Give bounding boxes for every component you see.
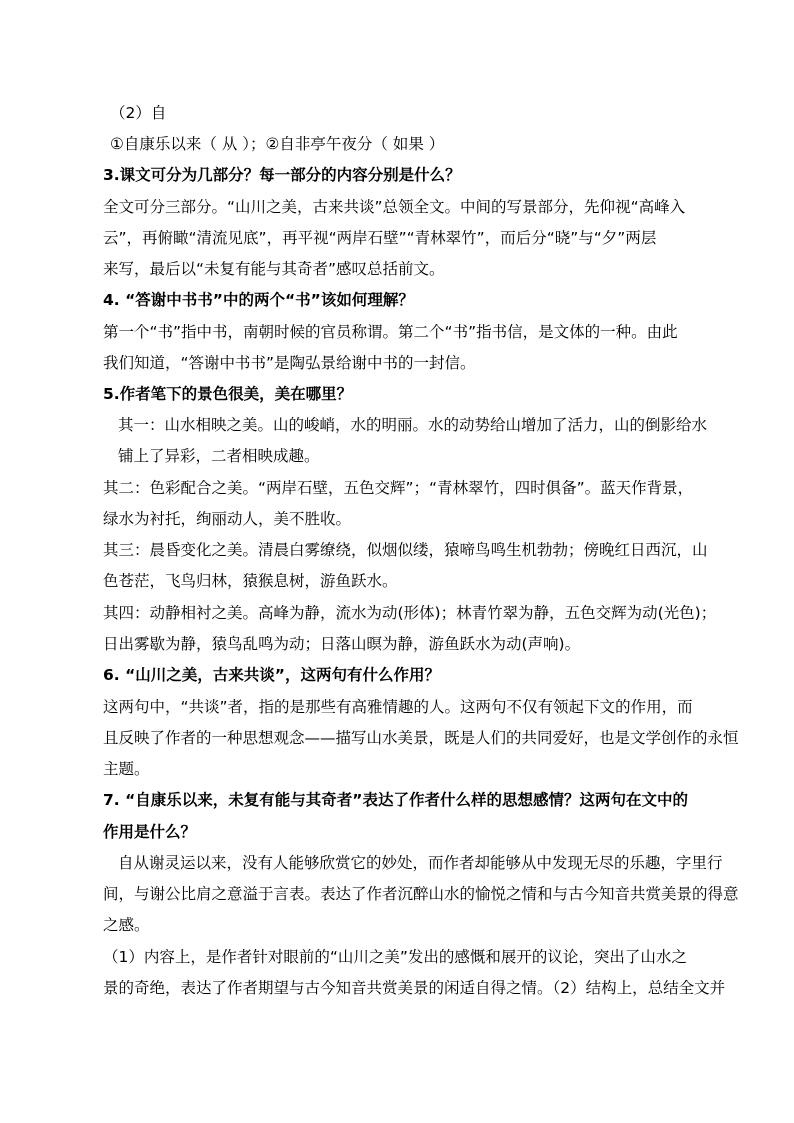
- paragraph-line: 色苍茫，飞鸟归林，猿猴息树，游鱼跃水。: [103, 572, 398, 590]
- question-heading: 4. “答谢中书书”中的两个“书”该如何理解？: [103, 291, 414, 309]
- question-heading: 3.课文可分为几部分？每一部分的内容分别是什么？: [103, 166, 461, 184]
- paragraph-line: （1）内容上，是作者针对眼前的“山川之美”发出的感慨和展开的议论，突出了山水之: [103, 948, 687, 966]
- paragraph-line: 景的奇绝，表达了作者期望与古今知音共赏美景的闲适自得之情。（2）结构上，总结全文并: [103, 979, 726, 997]
- paragraph-line: 其二：色彩配合之美。“两岸石壁，五色交辉”；“青林翠竹，四时俱备”。蓝天作背景，: [103, 479, 694, 497]
- question-heading: 5.作者笔下的景色很美，美在哪里？: [103, 385, 353, 403]
- paragraph-line: 日出雾歇为静，猿鸟乱鸣为动；日落山暝为静，游鱼跃水为动(声响)。: [103, 635, 581, 653]
- paragraph-line: 这两句中，“共谈”者，指的是那些有高雅情趣的人。这两句不仅有领起下文的作用，而: [103, 698, 693, 716]
- paragraph-line: 主题。: [103, 760, 150, 778]
- paragraph-line: 其一：山水相映之美。山的峻峭，水的明丽。水的动势给山增加了活力，山的倒影给水: [118, 416, 708, 434]
- question-heading: 7. “自康乐以来，未复有能与其奇者”表达了作者什么样的思想感情？这两句在文中的: [103, 791, 688, 809]
- paragraph-line: 第一个“书”指中书，南朝时候的官员称谓。第二个“书”指书信，是文体的一种。由此: [103, 323, 678, 341]
- paragraph-line: 铺上了异彩，二者相映成趣。: [118, 447, 320, 465]
- paragraph-line: 来写，最后以“未复有能与其奇者”感叹总括前文。: [103, 260, 445, 278]
- paragraph-line: 之感。: [103, 916, 150, 934]
- paragraph-line: 我们知道，“答谢中书书”是陶弘景给谢中书的一封信。: [103, 354, 476, 372]
- paragraph-line: （2）自: [110, 104, 167, 122]
- paragraph-line: 其四：动静相衬之美。高峰为静，流水为动(形体)；林青竹翠为静，五色交辉为动(光色)；: [103, 604, 717, 622]
- paragraph-line: 全文可分三部分。“山川之美，古来共谈”总领全文。中间的写景部分，先仰视“高峰入: [103, 198, 686, 216]
- question-heading: 6. “山川之美，古来共谈”，这两句有什么作用？: [103, 666, 440, 684]
- paragraph-line: 其三：晨昏变化之美。清晨白雾缭绕，似烟似缕，猿啼鸟鸣生机勃勃；傍晚红日西沉，山: [103, 541, 708, 559]
- question-heading: 作用是什么？: [103, 823, 197, 841]
- paragraph-line: 且反映了作者的一种思想观念——描写山水美景，既是人们的共同爱好，也是文学创作的永恒: [103, 729, 739, 747]
- paragraph-line: 云”，再俯瞰“清流见底”，再平视“两岸石壁”“青林翠竹”，而后分“晓”与“夕”两层: [103, 229, 657, 247]
- paragraph-line: 绿水为衬托，绚丽动人，美不胜收。: [103, 510, 352, 528]
- paragraph-line: ①自康乐以来（ 从 ）；②自非亭午夜分（ 如果 ）: [110, 135, 445, 153]
- paragraph-line: 自从谢灵运以来，没有人能够欣赏它的妙处，而作者却能够从中发现无尽的乐趣，字里行: [118, 854, 723, 872]
- paragraph-line: 间，与谢公比肩之意溢于言表。表达了作者沉醉山水的愉悦之情和与古今知音共赏美景的得意: [103, 885, 739, 903]
